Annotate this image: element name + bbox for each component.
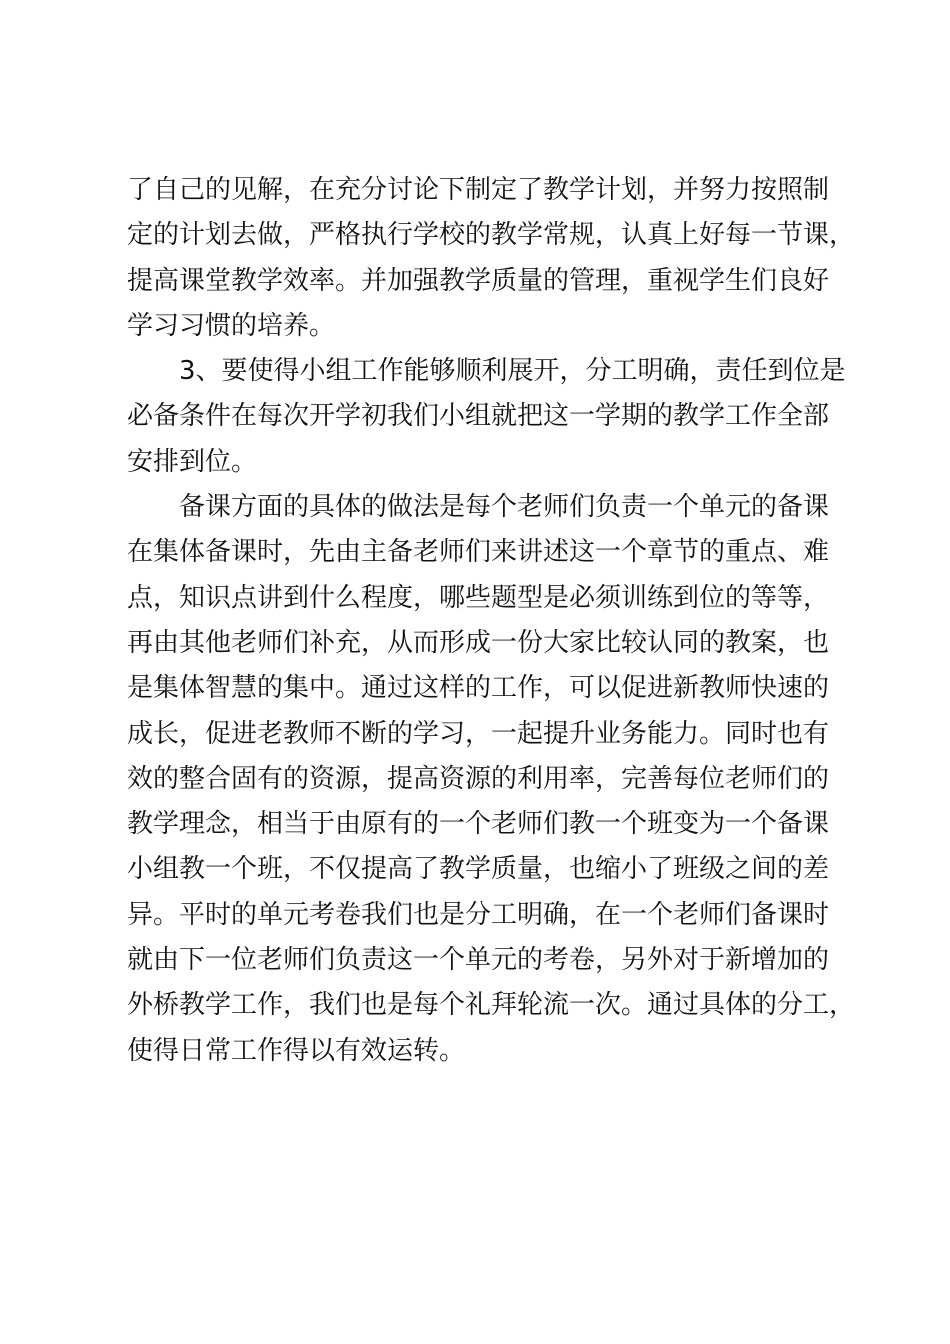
text-line: 外桥教学工作，我们也是每个礼拜轮流一次。通过具体的分工， (127, 990, 856, 1021)
text-line: 使得日常工作得以有效运转。 (127, 1035, 466, 1066)
text-line: 小组教一个班，不仅提高了教学质量，也缩小了班级之间的差 (127, 854, 830, 885)
document-body (127, 168, 855, 1074)
text-line: 效的整合固有的资源，提高资源的利用率，完善每位老师们的 (127, 763, 830, 794)
text-line: 了自己的见解，在充分讨论下制定了教学计划，并努力按照制 (127, 175, 830, 205)
text-line: 点，知识点讲到什么程度，哪些题型是必须训练到位的等等， (127, 582, 830, 613)
text-line: 安排到位。 (127, 446, 258, 477)
text-line: 教学理念，相当于由原有的一个老师们教一个班变为一个备课 (127, 809, 830, 840)
text-line: 成长，促进老教师不断的学习，一起提升业务能力。同时也有 (127, 718, 830, 749)
text-line: 在集体备课时，先由主备老师们来讲述这一个章节的重点、难 (127, 537, 830, 568)
text-line: 必备条件在每次开学初我们小组就把这一学期的教学工作全部 (127, 401, 830, 432)
text-line: 是集体智慧的集中。通过这样的工作，可以促进新教师快速的 (127, 673, 830, 704)
text-line: 提高课堂教学效率。并加强教学质量的管理，重视学生们良好 (127, 265, 830, 296)
text-line: 异。平时的单元考卷我们也是分工明确，在一个老师们备课时 (127, 899, 830, 930)
text-line: 定的计划去做，严格执行学校的教学常规，认真上好每一节课， (127, 220, 856, 251)
text-line: 就由下一位老师们负责这一个单元的考卷，另外对于新增加的 (127, 945, 830, 976)
text-line: 学习习惯的培养。 (127, 310, 336, 341)
text-line: 备课方面的具体的做法是每个老师们负责一个单元的备课 (179, 492, 830, 523)
text-line: 再由其他老师们补充，从而形成一份大家比较认同的教案，也 (127, 627, 830, 658)
text-line: 3、要使得小组工作能够顺利展开，分工明确，责任到位是 (179, 356, 846, 387)
